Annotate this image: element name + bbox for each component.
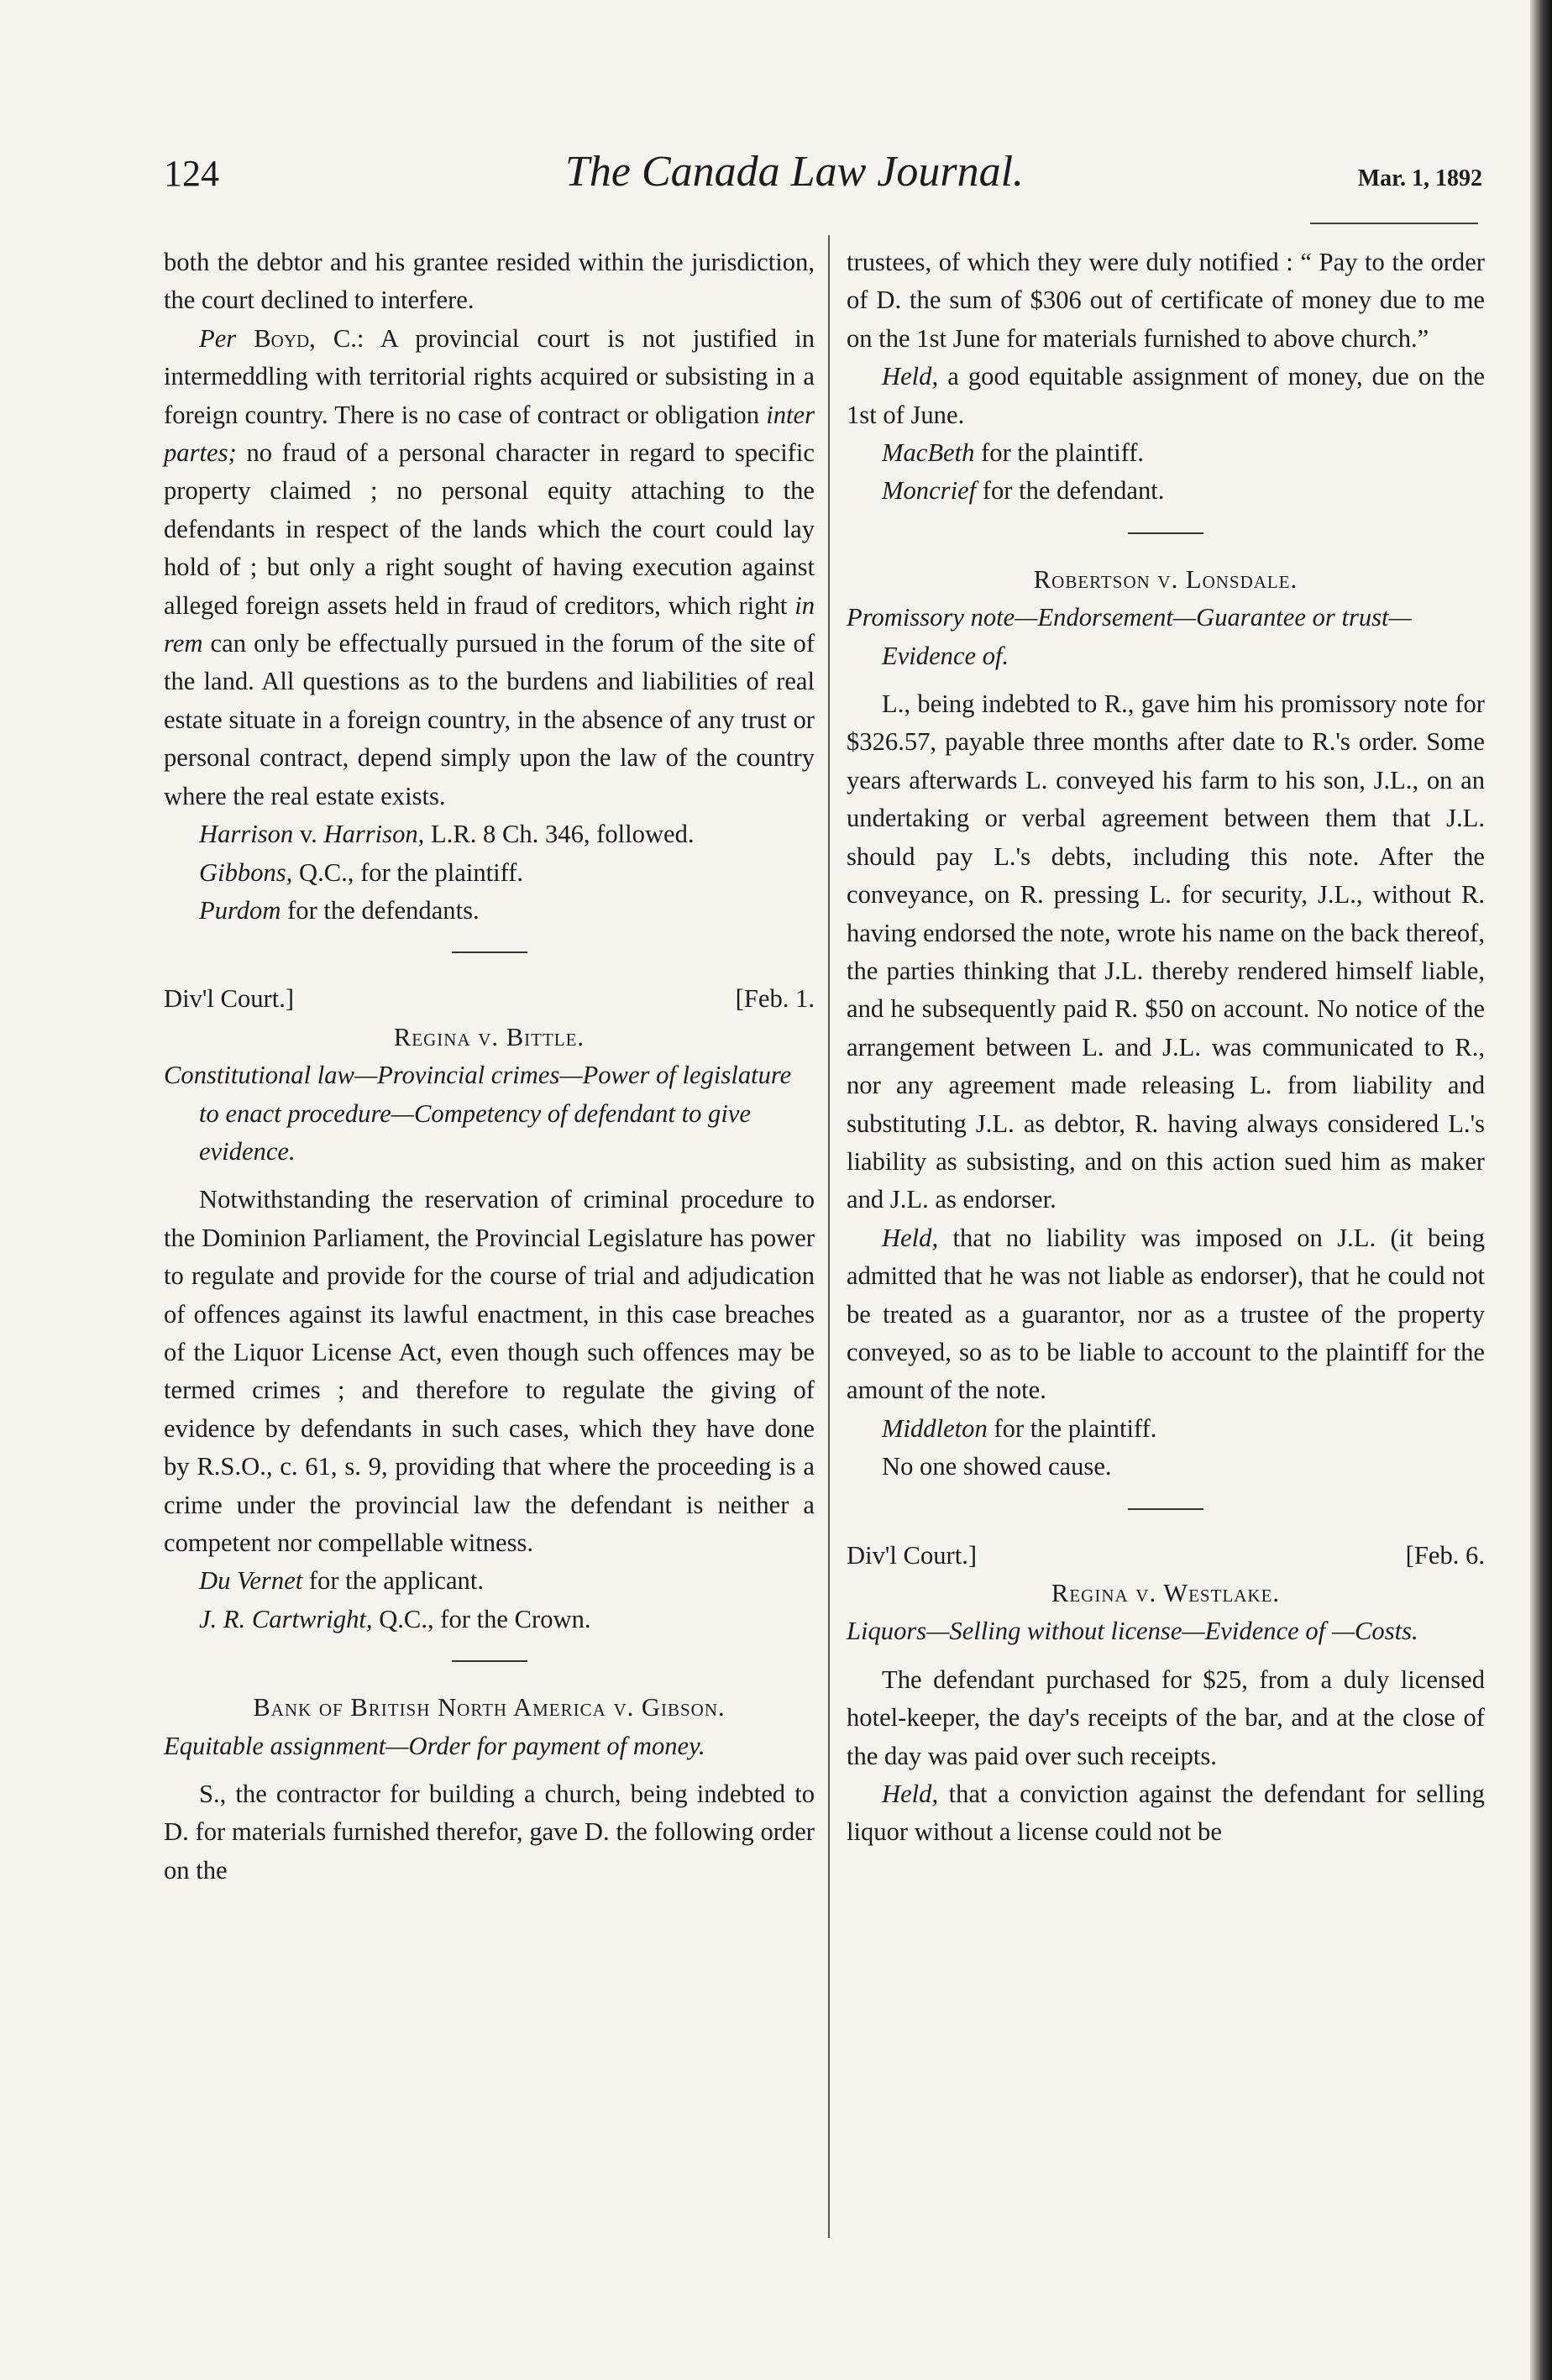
text-run: for the plaintiff.	[981, 438, 1145, 468]
paragraph: both the debtor and his grantee resided within the jurisdiction, the court declined to interfere.	[164, 248, 815, 315]
counsel-name: Du Vernet	[199, 1566, 303, 1596]
court-label: Div'l Court.]	[847, 1540, 978, 1570]
latin-phrase: inter partes;	[164, 400, 815, 468]
counsel-name: Purdom	[199, 895, 281, 925]
case-title: Bank of British North America v. Gibson.	[253, 1693, 726, 1722]
held-label: Held,	[882, 1780, 939, 1809]
column-divider	[828, 235, 830, 2238]
issue-date: Mar. 1, 1892	[1357, 165, 1482, 191]
counsel-name: Gibbons,	[199, 857, 293, 887]
counsel-line	[847, 1410, 1485, 1448]
case-name: Harrison,	[323, 820, 425, 849]
court-line	[847, 1537, 1485, 1575]
court-date: [Feb. 6.	[1405, 1540, 1485, 1570]
court-label: Div'l Court.]	[164, 984, 295, 1014]
court-date: [Feb. 1.	[735, 984, 815, 1014]
held-label: Held,	[882, 1223, 939, 1252]
section-divider	[452, 1660, 527, 1662]
case-title: Robertson v. Lonsdale.	[1033, 564, 1298, 594]
held-label: Held,	[882, 362, 939, 391]
case-headnote: Constitutional law—Provincial crimes—Power of legislature to enact procedure—Competency of defendant to give evidence.	[164, 1061, 792, 1166]
case-name: Harrison	[199, 820, 294, 849]
text-run: Q.C., for the plaintiff.	[299, 857, 524, 887]
text-run: can only be effectually pursued in the forum of the site of the land. All questions as to the burdens and liabilities of real estate situate in a foreign country, in the absence of any trust or personal contract, depend simply upon the law of the country where the real estate exists.	[164, 629, 815, 810]
page-binding-shadow	[1530, 0, 1552, 2380]
counsel-name: MacBeth	[882, 438, 975, 468]
section-divider	[452, 951, 527, 953]
case-headnote: Promissory note—Endorsement—Guarantee or trust—Evidence of.	[847, 603, 1412, 670]
paragraph: trustees, of which they were duly notified : “ Pay to the order of D. the sum of $306 out of certificate of money due to me on the 1st June for materials furnished to above church.”	[847, 248, 1485, 353]
section-divider	[1128, 532, 1203, 534]
text-run: Q.C., for the Crown.	[379, 1604, 591, 1633]
counsel-line: No one showed cause.	[882, 1452, 1112, 1481]
paragraph	[847, 1775, 1485, 1852]
text-run: for the plaintiff.	[994, 1413, 1157, 1443]
text-run: L.R. 8 Ch. 346, followed.	[431, 820, 695, 849]
paragraph: S., the contractor for building a church, being indebted to D. for materials furnished therefor, gave D. the following order on the	[164, 1780, 815, 1885]
counsel-line	[164, 854, 815, 892]
section-divider	[1128, 1508, 1203, 1510]
counsel-line	[847, 472, 1485, 510]
header-rule	[1310, 223, 1478, 224]
paragraph	[847, 1219, 1485, 1410]
counsel-line	[847, 434, 1485, 472]
text-run: for the defendants.	[287, 895, 480, 925]
text-run: for the applicant.	[308, 1566, 484, 1596]
page-header	[164, 147, 1482, 206]
paragraph: L., being indebted to R., gave him his promissory note for $326.57, payable three months after date to R.'s order. Some years afterwards L. conveyed his farm to his son, J.L., on an undertaking or verbal agreement between them that J.L. should pay L.'s debts, including this note. After the conveyance, on R. pressing L. for security, J.L., without R. having endorsed the note, wrote his name on the back thereof, the parties thinking that J.L. thereby rendered himself liable, and he subsequently paid R. $50 on account. No notice of the arrangement between L. and J.L. was communicated to R., nor any agreement made releasing L. from liability and substituting J.L. as debtor, R. having always considered L.'s liability as subsisting, and on this action sued him as maker and J.L. as endorser.	[847, 689, 1485, 1214]
paragraph	[847, 358, 1485, 434]
text-run: that a conviction against the defendant for selling liquor without a license could not be	[847, 1780, 1485, 1847]
text-run: that no liability was imposed on J.L. (it being admitted that he was not liable as endorser), that he could not be treated as a guarantor, nor as a trustee of the property conveyed, so as to be liable to account to the plaintiff for the amount of the note.	[847, 1223, 1485, 1405]
case-headnote: Equitable assignment—Order for payment of money.	[164, 1731, 705, 1760]
paragraph: The defendant purchased for $25, from a duly licensed hotel-keeper, the day's receipts of the bar, and at the close of the day was paid over such receipts.	[847, 1664, 1485, 1770]
court-line	[164, 980, 815, 1018]
text-run: a good equitable assignment of money, due on the 1st of June.	[847, 362, 1485, 429]
right-column	[847, 244, 1485, 1852]
counsel-name: J. R. Cartwright,	[199, 1604, 373, 1633]
page-number: 124	[164, 153, 219, 194]
text-run: for the defendant.	[982, 476, 1165, 506]
paragraph	[164, 320, 815, 815]
counsel-line	[164, 1601, 815, 1638]
counsel-name: Moncrief	[882, 476, 977, 506]
case-headnote: Liquors—Selling without license—Evidence of —Costs.	[847, 1617, 1418, 1646]
judge-name: Boyd, C.	[254, 323, 357, 353]
left-column	[164, 244, 815, 1890]
text-run: : A provincial court is not justified in intermeddling with territorial rights acquired or subsisting in a foreign country. There is no case of contract or obligation	[164, 323, 815, 429]
case-title: Regina v. Westlake.	[1051, 1579, 1281, 1607]
counsel-name: Middleton	[882, 1413, 988, 1443]
judge-prefix: Per	[199, 323, 237, 353]
text-run: v.	[299, 820, 317, 849]
citation	[164, 815, 815, 853]
latin-phrase: in rem	[164, 590, 815, 658]
text-run: no fraud of a personal character in regard to specific property claimed ; no personal equity attaching to the defendants in respect of the lands which the court could lay hold of ; but only a right sought of having execution against alleged foreign assets held in fraud of creditors, which right	[164, 438, 815, 620]
counsel-line	[164, 892, 815, 930]
paragraph: Notwithstanding the reservation of criminal procedure to the Dominion Parliament, the Provincial Legislature has power to regulate and provide for the course of trial and adjudication of offences against its lawful enactment, in this case breaches of the Liquor License Act, even though such offences may be termed crimes ; and therefore to regulate the giving of evidence by defendants in such cases, which they have done by R.S.O., c. 61, s. 9, providing that where the proceeding is a crime under the provincial law the defendant is neither a competent nor compellable witness.	[164, 1185, 815, 1557]
counsel-line	[164, 1562, 815, 1600]
journal-title: The Canada Law Journal.	[565, 148, 1025, 196]
case-title: Regina v. Bittle.	[393, 1022, 585, 1051]
